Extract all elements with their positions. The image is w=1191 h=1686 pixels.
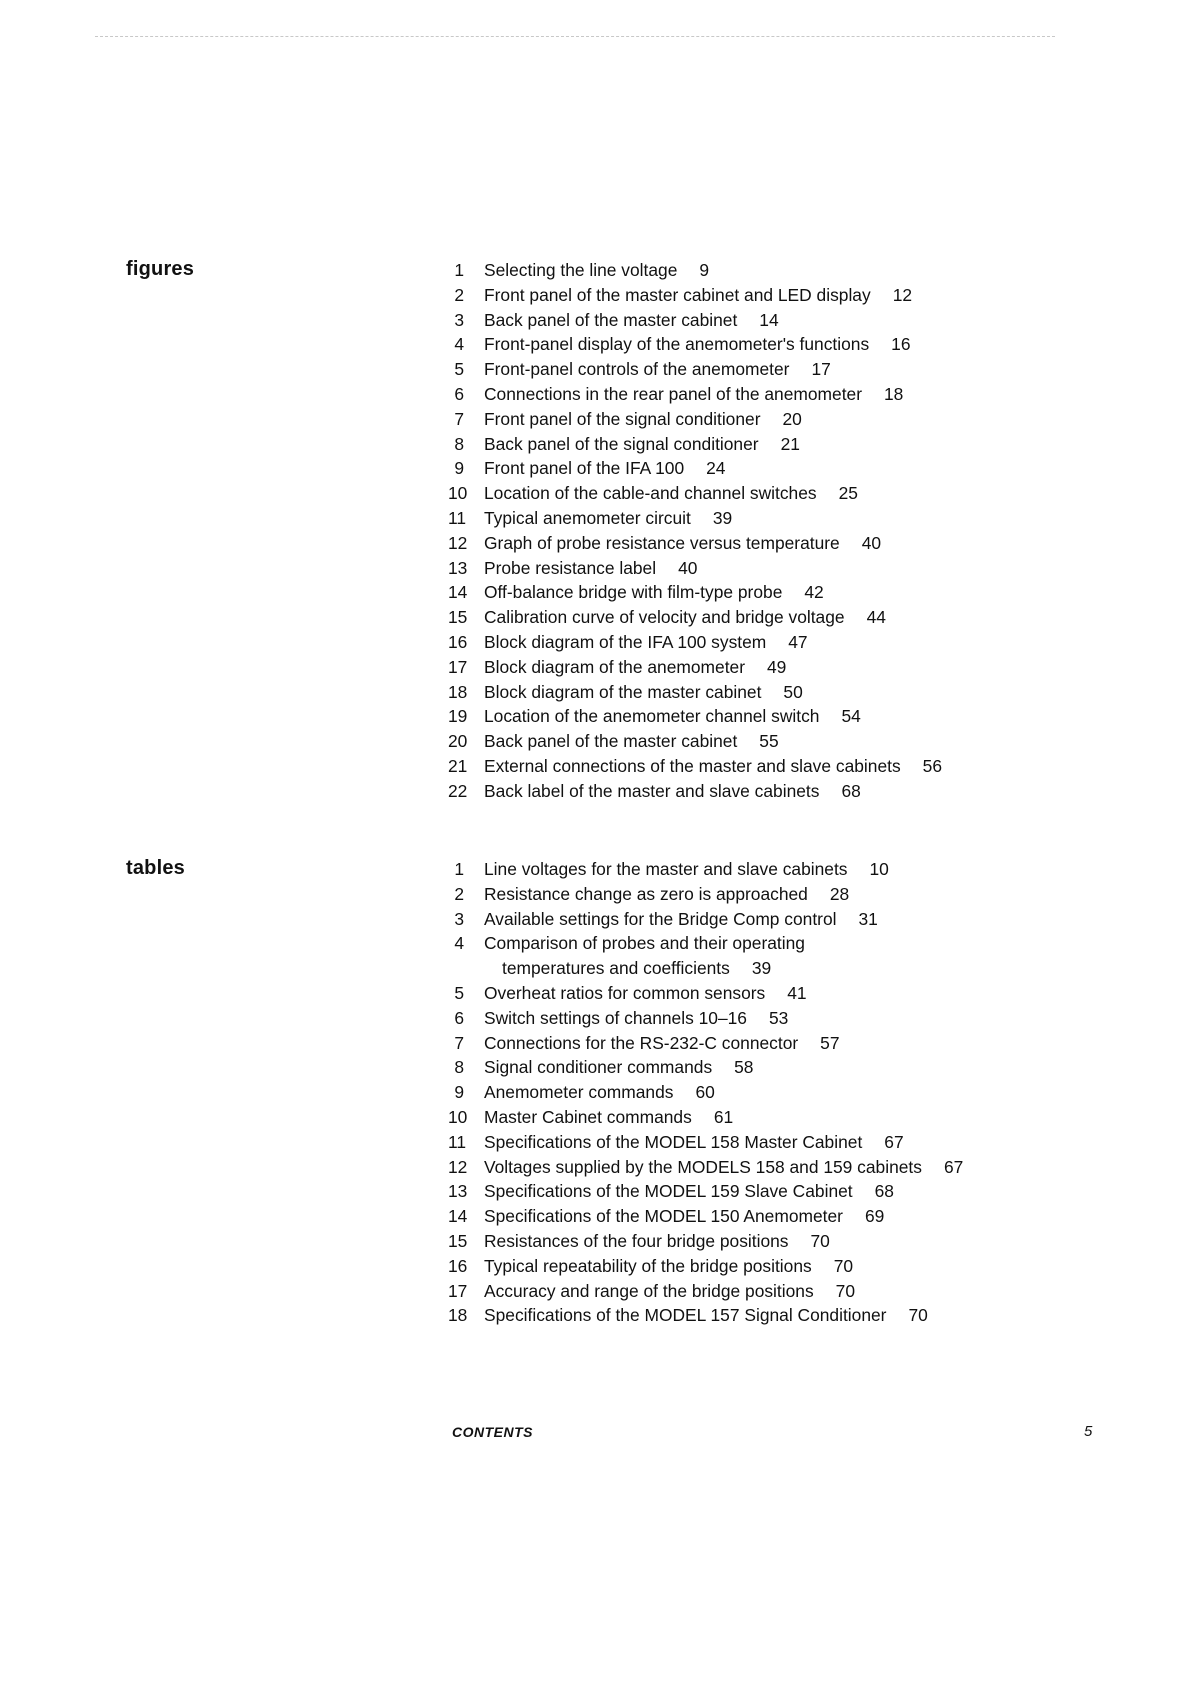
figure-entry [448, 729, 1008, 754]
table-number: 7 [454, 1032, 464, 1053]
figure-title: Block diagram of the anemometer [484, 656, 745, 677]
figure-entry [448, 283, 1008, 308]
table-title: Anemometer commands [484, 1082, 674, 1103]
table-entry [448, 1229, 1008, 1254]
table-number: 3 [454, 908, 464, 929]
table-entry [448, 1279, 1008, 1304]
figure-entry [448, 506, 1008, 531]
table-title: Specifications of the MODEL 159 Slave Cabinet [484, 1181, 853, 1202]
table-page-number: 41 [787, 982, 807, 1003]
table-number: 12 [448, 1156, 468, 1177]
figure-page-number: 50 [783, 681, 803, 702]
figure-page-number: 49 [767, 656, 787, 677]
figure-entry [448, 308, 1008, 333]
figure-page-number: 12 [892, 284, 913, 305]
figure-page-number: 16 [891, 334, 911, 355]
figure-entry [448, 580, 1008, 605]
figure-number: 18 [448, 681, 468, 702]
figure-number: 2 [454, 284, 464, 305]
table-title: Accuracy and range of the bridge positions [484, 1280, 814, 1301]
table-entry [448, 1031, 1008, 1056]
figure-page-number: 17 [811, 359, 831, 380]
table-number: 13 [448, 1181, 468, 1202]
table-title-continued: temperatures and coefficients [502, 958, 730, 979]
figure-number: 6 [454, 383, 464, 404]
figure-page-number: 54 [841, 706, 861, 727]
figures-heading: figures [126, 258, 195, 280]
figure-number: 20 [448, 731, 468, 752]
table-page-number: 28 [829, 883, 850, 904]
figure-title: Front-panel controls of the anemometer [484, 359, 790, 380]
figure-entry [448, 531, 1008, 556]
table-entry [448, 1080, 1008, 1105]
table-title: Signal conditioner commands [484, 1057, 713, 1078]
table-title: Overheat ratios for common sensors [484, 982, 766, 1003]
table-page-number: 70 [908, 1305, 928, 1326]
figure-entry [448, 630, 1008, 655]
table-entry [448, 1105, 1008, 1130]
figure-number: 10 [448, 483, 468, 504]
figure-number: 5 [454, 359, 464, 380]
figure-number: 16 [448, 631, 468, 652]
table-page-number: 67 [884, 1131, 904, 1152]
table-entry [448, 1204, 1008, 1229]
figure-number: 15 [448, 607, 468, 628]
figure-page-number: 56 [922, 755, 942, 776]
table-entry [448, 1130, 1008, 1155]
figure-title: Back panel of the master cabinet [484, 309, 738, 330]
figure-title: Location of the cable-and channel switches [484, 483, 817, 504]
table-page-number: 70 [835, 1280, 856, 1301]
table-page-number: 69 [864, 1206, 885, 1227]
figure-page-number: 47 [788, 631, 808, 652]
figure-title: Connections in the rear panel of the anemometer [484, 383, 862, 404]
table-entry [448, 981, 1008, 1006]
table-number: 14 [448, 1206, 468, 1227]
table-title: Specifications of the MODEL 150 Anemometer [484, 1206, 843, 1227]
table-number: 18 [448, 1305, 468, 1326]
figure-entry [448, 704, 1008, 729]
table-number: 10 [448, 1106, 468, 1127]
figure-number: 21 [448, 755, 468, 776]
figure-title: Probe resistance label [484, 557, 657, 578]
footer-section-label: CONTENTS [452, 1424, 533, 1440]
table-number: 6 [454, 1007, 464, 1028]
table-number: 8 [454, 1057, 464, 1078]
table-page-number: 68 [874, 1181, 894, 1202]
figure-title: Front panel of the IFA 100 [484, 458, 685, 479]
figure-page-number: 39 [712, 507, 733, 528]
figure-title: Calibration curve of velocity and bridge voltage [484, 607, 845, 628]
footer-page-number: 5 [1084, 1423, 1093, 1440]
table-number: 9 [454, 1082, 464, 1103]
table-number: 11 [448, 1131, 467, 1152]
figure-page-number: 55 [759, 731, 779, 752]
table-page-number: 70 [810, 1230, 830, 1251]
figure-entry [448, 605, 1008, 630]
table-title: Switch settings of channels 10–16 [484, 1007, 747, 1028]
table-page-number: 31 [858, 908, 878, 929]
figure-page-number: 40 [678, 557, 698, 578]
figure-page-number: 9 [699, 260, 710, 280]
figure-number: 19 [448, 706, 468, 727]
table-page-number: 61 [713, 1106, 734, 1127]
figure-page-number: 44 [866, 607, 886, 628]
figure-page-number: 40 [861, 532, 882, 553]
figure-page-number: 18 [884, 383, 904, 404]
table-title: Resistance change as zero is approached [484, 883, 808, 904]
table-page-number: 67 [943, 1156, 964, 1177]
figure-title: External connections of the master and slave cabinets [484, 755, 901, 776]
table-title: Available settings for the Bridge Comp control [484, 908, 837, 929]
figure-page-number: 20 [782, 408, 802, 429]
figure-entry [448, 655, 1008, 680]
figure-title: Front panel of the signal conditioner [484, 408, 761, 429]
figure-entry [448, 357, 1008, 382]
figure-page-number: 25 [838, 483, 858, 504]
figure-title: Front panel of the master cabinet and LED display [484, 284, 871, 305]
figure-page-number: 42 [804, 582, 824, 603]
figures-list [448, 258, 1008, 804]
figure-page-number: 24 [706, 458, 726, 479]
table-page-number: 39 [751, 958, 772, 979]
table-entry [448, 1055, 1008, 1080]
table-page-number: 60 [695, 1082, 715, 1103]
figure-title: Back label of the master and slave cabinets [484, 780, 820, 801]
table-number: 5 [454, 982, 464, 1003]
figure-title: Front-panel display of the anemometer's functions [484, 334, 870, 355]
figure-number: 1 [454, 260, 464, 280]
figure-number: 3 [454, 309, 464, 330]
figure-entry [448, 332, 1008, 357]
table-entry [448, 1254, 1008, 1279]
scan-edge-line [95, 36, 1055, 37]
table-title: Specifications of the MODEL 157 Signal Conditioner [484, 1305, 887, 1326]
table-number: 16 [448, 1255, 468, 1276]
table-page-number: 58 [734, 1057, 754, 1078]
tables-heading: tables [126, 857, 186, 879]
table-entry [448, 882, 1008, 907]
figure-number: 13 [448, 557, 468, 578]
figure-title: Graph of probe resistance versus temperature [484, 532, 840, 553]
table-entry [448, 1155, 1008, 1180]
figure-entry [448, 680, 1008, 705]
table-entry [448, 857, 1008, 882]
figure-page-number: 68 [841, 780, 861, 801]
table-title: Line voltages for the master and slave cabinets [484, 859, 848, 879]
figure-entry [448, 481, 1008, 506]
figure-page-number: 14 [759, 309, 779, 330]
figure-number: 7 [454, 408, 464, 429]
table-page-number: 10 [869, 859, 889, 879]
figure-entry [448, 432, 1008, 457]
figure-number: 11 [448, 507, 467, 528]
table-title: Resistances of the four bridge positions [484, 1230, 789, 1251]
table-title: Comparison of probes and their operating [484, 933, 805, 954]
table-title: Master Cabinet commands [484, 1106, 692, 1127]
table-page-number: 57 [820, 1032, 840, 1053]
figure-entry [448, 779, 1008, 804]
figure-title: Back panel of the signal conditioner [484, 433, 759, 454]
tables-list [448, 857, 1008, 1328]
figure-number: 17 [448, 656, 468, 677]
figure-entry [448, 382, 1008, 407]
table-number: 1 [454, 859, 464, 879]
table-entry [448, 1006, 1008, 1031]
figure-entry [448, 456, 1008, 481]
figure-entry [448, 556, 1008, 581]
figure-title: Block diagram of the master cabinet [484, 681, 762, 702]
table-number: 4 [454, 933, 464, 954]
figure-title: Back panel of the master cabinet [484, 731, 738, 752]
figure-number: 22 [448, 780, 468, 801]
table-page-number: 70 [833, 1255, 854, 1276]
figure-page-number: 21 [780, 433, 800, 454]
table-title: Voltages supplied by the MODELS 158 and 159 cabinets [484, 1156, 922, 1177]
figure-entry [448, 754, 1008, 779]
table-entry [448, 907, 1008, 932]
table-number: 2 [454, 883, 464, 904]
table-title: Specifications of the MODEL 158 Master Cabinet [484, 1131, 863, 1152]
figure-number: 12 [448, 532, 468, 553]
table-page-number: 53 [768, 1007, 789, 1028]
figure-title: Selecting the line voltage [484, 260, 678, 280]
figure-number: 8 [454, 433, 464, 454]
figure-number: 14 [448, 582, 468, 603]
table-entry [448, 1179, 1008, 1204]
table-number: 15 [448, 1230, 468, 1251]
table-title: Typical repeatability of the bridge positions [484, 1255, 812, 1276]
figure-title: Off-balance bridge with film-type probe [484, 582, 783, 603]
figure-number: 4 [454, 334, 464, 355]
figure-number: 9 [454, 458, 464, 479]
figure-entry [448, 407, 1008, 432]
figure-title: Location of the anemometer channel switch [484, 706, 820, 727]
table-title: Connections for the RS-232-C connector [484, 1032, 799, 1053]
figure-entry [448, 258, 1008, 283]
figure-title: Typical anemometer circuit [484, 507, 691, 528]
figure-title: Block diagram of the IFA 100 system [484, 631, 767, 652]
table-entry [448, 1303, 1008, 1328]
table-entry [448, 931, 1008, 981]
table-number: 17 [448, 1280, 468, 1301]
